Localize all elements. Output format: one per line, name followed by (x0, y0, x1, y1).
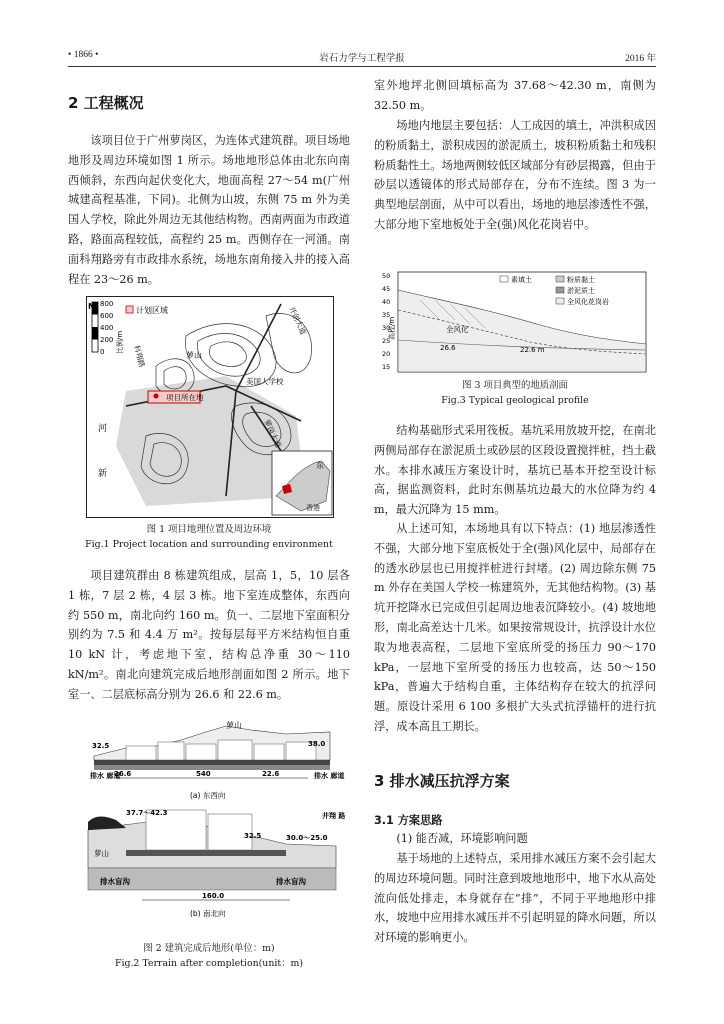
place-label: 美国人学校 (246, 377, 284, 386)
left-paragraph-2 (68, 566, 350, 705)
right-paragraph-6 (374, 849, 656, 948)
inset-label: 东 (316, 461, 324, 470)
elev-label: 26.6 (440, 344, 456, 352)
scale-label: 400 (100, 324, 114, 332)
scale-label: 600 (100, 312, 114, 320)
river-label: 新 (98, 469, 108, 479)
y-axis-label: 高程/m (388, 316, 396, 340)
figure-2-terrain (86, 718, 346, 944)
caption-cn: 图 2 建筑完成后地形(单位：m) (143, 943, 275, 954)
running-header (68, 50, 656, 66)
inset-label: 香港 (306, 504, 320, 512)
elev-label: 22.6 (262, 770, 280, 778)
section-3-heading: 3 排水减压抗浮方案 (374, 772, 510, 790)
figure-1-caption (68, 522, 350, 552)
right-paragraph-4 (374, 519, 656, 737)
caption-en: Fig.2 Terrain after completion(unit：m) (114, 958, 304, 969)
scale-unit: 比例/m (116, 330, 124, 354)
y-tick: 20 (382, 350, 391, 358)
drain-label: 排水 廊道 (314, 772, 345, 780)
paragraph-text: 从上述可知，本场地具有以下特点：(1) 地层渗透性不强，大部分地下室底板处于全(强)风化层中，局部存在的透水砂层也已用搅拌桩进行封堵。(2) 周边除东侧 75 m 外存在美国人学校一栋建筑外，无其他结构物。(3) 基坑开挖降水已完成但引起周边地表沉降较小。(4) 坡地地形，南北高差达十几米。如果按常规设计，抗浮设计水位取为地表高程，二层地下室底所受的扬压力 90～170 kPa，一层地下室所受的扬压力也较高，达 50～150 kPa，普遍大于结构自重，主体结构存在较大的抗浮问题。原设计采用 6 100 多根扩大头式抗浮锚杆的进行抗浮，成本高且工期长。 (374, 522, 656, 733)
paragraph-text: 结构基础形式采用筏板。基坑采用放坡开挖，在南北两侧局部存在淤泥质土或砂层的区段设置搅拌桩，挡土截水。本排水减压方案设计时，基坑已基本开挖至设计标高，据监测资料，此时东侧基坑边最大的水位降为约 4 m，最大沉降为 15 mm。 (374, 424, 656, 517)
scale-label: 0 (100, 348, 105, 356)
section-2-heading: 2 工程概况 (68, 94, 144, 112)
length-label: 160.0 (202, 892, 225, 900)
hill-label: 萝山 (94, 849, 109, 858)
y-tick: 25 (382, 337, 391, 345)
legend-label: 计划区域 (136, 306, 168, 315)
page-number: • 1866 • (68, 50, 99, 60)
north-arrow-label: N (88, 302, 95, 311)
caption-en: Fig.1 Project location and surrounding environment (85, 539, 333, 550)
figure-3-profile (380, 270, 648, 382)
figure-1-map (86, 296, 334, 522)
layer-label: 全风化 (446, 325, 469, 334)
section-3-1-heading: 3.1 方案思路 (374, 814, 443, 827)
journal-name: 岩石力学与工程学报 (319, 54, 405, 64)
y-tick: 15 (382, 363, 391, 371)
scale-label: 800 (100, 300, 114, 308)
caption-cn: 图 3 项目典型的地质剖面 (462, 380, 568, 391)
paragraph-text: 该项目位于广州萝岗区，为连体式建筑群。项目场地地形及周边环境如图 1 所示。场地地形总体由北东向南西倾斜，东西向起伏变化大，地面高程 27～54 m(广州城建高程基准，下同)。北侧为山坡，东侧 75 m 外为美国人学校，除此外周边无其他结构物。西南两面为市政道路，路面高程较低，高程约 25 m。西侧存在一河涌。南面科翔路旁有市政排水系统，场地东南角接入井的接入高程在 23～26 m。 (68, 134, 350, 286)
elev-label: 26.6 (114, 770, 132, 778)
legend-label: 粉质黏土 (567, 276, 595, 284)
y-tick: 45 (382, 285, 391, 293)
elev-label: 38.0 (308, 740, 326, 748)
elev-label: 30.0～25.0 (286, 834, 328, 842)
journal-year: 2016 年 (625, 54, 656, 64)
paragraph-text: 项目建筑群由 8 栋建筑组成，层高 1，5，10 层各 1 栋，7 层 2 栋，4 层 3 栋。地下室连成整体，东西向约 550 m，南北向约 160 m。负一、二层地下室面积分别约为 7.5 和 4.4 万 m²。按每层每平方米结构恒自重 10 kN 计，考虑地下室，结构总净重 30～110 kN/m²。南北向建筑完成后地形剖面如图 2 所示。地下室一、二层底标高分别为 26.6 和 22.6 m。 (68, 569, 350, 701)
hill-label: 萝山 (226, 721, 242, 730)
right-paragraph-2 (374, 116, 656, 235)
elev-label: 37.7～42.3 (126, 809, 168, 817)
elev-label: 32.5 (92, 742, 110, 750)
paragraph-text: 场地内地层主要包括：人工成因的填土，冲洪积成因的粉质黏土，淤积成因的淤泥质土，坡积粉质黏土和残积粉质黏性土。场地两侧较低区域部分有砂层揭露，但由于砂层以透镜体的形式局部存在，分布不连续。图 3 为一典型地层剖面，从中可以看出，场地的地层渗透性不强，大部分地下室地板处于全(强)风化花岗岩中。 (374, 119, 656, 231)
road-label: 萝岗大道 (262, 418, 284, 450)
y-tick: 40 (382, 298, 391, 306)
y-tick: 30 (382, 324, 391, 332)
road-label: 开创大道 (287, 305, 309, 337)
legend-swatch (556, 298, 564, 304)
drain-label: 排水盲沟 (100, 877, 130, 886)
legend-label: 素填土 (511, 276, 532, 284)
road-label: 科翔路 (132, 344, 147, 369)
place-label: 项目所在地 (166, 393, 204, 402)
legend-label: 淤泥质土 (567, 287, 595, 295)
legend-swatch (500, 276, 508, 282)
elev-label: 22.6 m (520, 346, 545, 354)
legend-label: 全风化花岗岩 (567, 298, 609, 306)
drain-label: 排水 廊道 (90, 772, 121, 780)
caption-cn: 图 1 项目地理位置及周边环境 (146, 524, 272, 535)
y-tick: 35 (382, 311, 391, 319)
figure-2-caption (68, 941, 350, 971)
road-label: 井翔 路 (322, 812, 346, 820)
header-rule (68, 66, 656, 67)
paragraph-text: (1) 能否减，环境影响问题 (396, 832, 528, 845)
subfig-label: (b) 南北向 (190, 909, 226, 918)
paragraph-text: 室外地坪北侧回填标高为 37.68～42.30 m，南侧为 32.50 m。 (374, 79, 656, 112)
right-paragraph-5 (374, 829, 656, 849)
caption-en: Fig.3 Typical geological profile (441, 395, 589, 406)
y-tick: 50 (382, 272, 391, 280)
figure-3-caption (374, 378, 656, 408)
legend-swatch (556, 276, 564, 282)
subfig-label: (a) 东西向 (190, 791, 226, 800)
left-paragraph-1 (68, 131, 350, 289)
paragraph-text: 基于场地的上述特点，采用排水减压方案不会引起大的周边环境问题。同时注意到坡地地形中，地下水从高处流向低处排走，本身就存在“排”，不同于平地地形中排水，坡地中应用排水减压并不引起明显的降水问题，所以对环境的影响更小。 (374, 852, 656, 945)
length-label: 540 (196, 770, 211, 778)
river-label: 河 (98, 424, 108, 434)
elev-label: 32.5 (244, 832, 262, 840)
legend-swatch (126, 306, 133, 313)
right-paragraph-1 (374, 76, 656, 116)
scale-label: 200 (100, 336, 114, 344)
legend-swatch (556, 287, 564, 293)
place-label: 萝山 (186, 351, 202, 360)
drain-label: 排水盲沟 (276, 877, 306, 886)
right-paragraph-3 (374, 421, 656, 520)
